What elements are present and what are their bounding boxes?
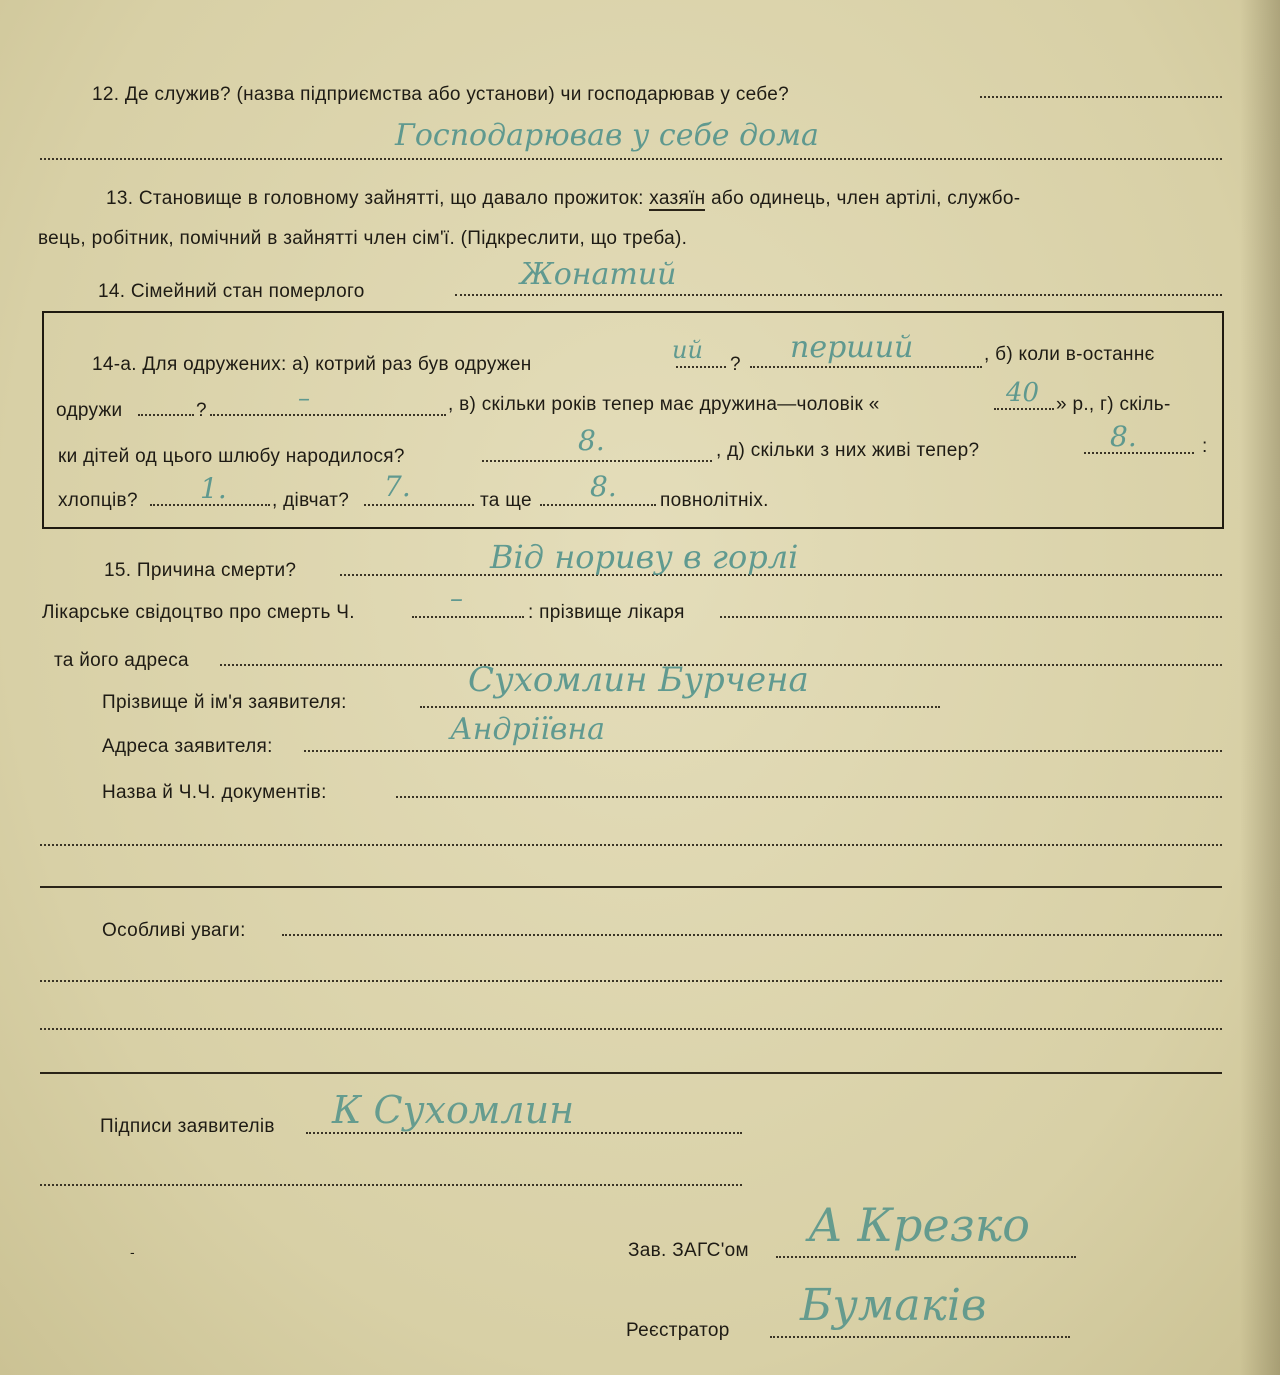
applicant-answer: Сухомлин Бурчена — [468, 660, 809, 700]
notes-line-3 — [40, 1028, 1222, 1030]
q14a-v-answer: 40 — [1006, 378, 1040, 408]
q14a-d-label: , д) скільки з них живі тепер? — [716, 440, 980, 461]
q14a-intro: 14-а. Для одружених: а) котрий раз був одружен — [92, 354, 532, 375]
cert-label: Лікарське свідоцтво про смерть Ч. — [42, 602, 355, 623]
q14a-adults-line — [540, 504, 656, 506]
documents-label: Назва й Ч.Ч. документів: — [102, 782, 327, 803]
signatures-line-2 — [40, 1184, 742, 1186]
q13-line2: вець, робітник, помічний в зайнятті член сім'ї. (Підкреслити, що треба). — [38, 228, 688, 249]
q13-option-owner: хазяїн — [649, 188, 706, 209]
stray-mark: - — [130, 1244, 135, 1260]
q14a-colon: : — [1202, 436, 1208, 457]
q14a-boys-label: хлопців? — [58, 490, 138, 511]
q14a-b-label: , б) коли в-останнє — [984, 344, 1155, 365]
q14a-v-end: » р., г) скіль- — [1056, 394, 1171, 415]
q14a-children: 8. — [578, 424, 605, 457]
q14a-line2-dots1 — [138, 414, 194, 416]
q12-answer: Господарював у себе дома — [395, 118, 819, 153]
q12-label: 12. Де служив? (назва підприємства або установи) чи господарював у себе? — [92, 84, 789, 105]
q12-answer-line — [40, 158, 1222, 160]
applicant-address-label: Адреса заявителя: — [102, 736, 273, 757]
registrar-signature: Бумаків — [800, 1280, 987, 1331]
applicant-address-answer: Андріївна — [450, 712, 605, 747]
doctor-address-label: та його адреса — [54, 650, 189, 671]
applicant-label: Прізвище й ім'я заявителя: — [102, 692, 347, 713]
q14a-line3: ки дітей од цього шлюбу народилося? — [58, 446, 405, 467]
documents-extra-line — [40, 844, 1222, 846]
q14a-alive: 8. — [1110, 420, 1137, 453]
q15-label: 15. Причина смерти? — [104, 560, 297, 581]
doctor-label: : прізвище лікаря — [528, 602, 685, 623]
q14a-boys: 1. — [200, 472, 227, 505]
q14-fill-line — [455, 294, 1222, 296]
q12-fill-line — [980, 96, 1222, 98]
q14a-question-mark: ? — [730, 354, 741, 375]
q14a-suffix-line — [676, 366, 726, 368]
paper-edge-shadow — [1240, 0, 1280, 1375]
q14a-adults-label: та ще — [480, 490, 532, 511]
q14-answer: Жонатий — [520, 257, 677, 292]
q13-line1-text: 13. Становище в головному зайнятті, що давало прожиток: — [106, 188, 644, 209]
signatures-line-1 — [306, 1132, 742, 1134]
cert-fill-line — [412, 616, 524, 618]
signatures-label: Підписи заявителів — [100, 1116, 275, 1137]
q14a-adults: 8. — [590, 470, 617, 503]
registrar-label: Реєстратор — [626, 1320, 730, 1341]
zags-label: Зав. ЗАГС'ом — [628, 1240, 749, 1261]
notes-line-1 — [282, 934, 1222, 936]
q14a-alive-line — [1084, 452, 1194, 454]
cert-answer: – — [450, 584, 463, 614]
q14a-line2-start: одружи — [56, 400, 123, 421]
q14a-girls-label: , дівчат? — [272, 490, 350, 511]
applicant-signature: К Сухомлин — [332, 1088, 575, 1132]
q14-label: 14. Сімейний стан померлого — [98, 281, 365, 302]
applicant-address-line — [304, 750, 1222, 752]
q14a-girls: 7. — [384, 470, 411, 503]
notes-line-2 — [40, 980, 1222, 982]
zags-signature-line — [776, 1256, 1076, 1258]
q13-line1 — [106, 188, 1020, 210]
q14a-girls-line — [364, 504, 474, 506]
doctor-fill-line — [720, 616, 1222, 618]
notes-label: Особливі уваги: — [102, 920, 246, 941]
applicant-fill-line — [420, 706, 940, 708]
q14a-line2-dots2 — [210, 414, 446, 416]
q14a-answer-a: перший — [790, 330, 914, 365]
q13-line1-rest: або одинець, член артілі, службо- — [711, 188, 1021, 209]
q14a-line2-answer: – — [298, 384, 310, 412]
documents-fill-line — [396, 796, 1222, 798]
q14a-suffix: ий — [672, 336, 703, 364]
q15-answer: Від нориву в горлі — [490, 538, 799, 576]
section-divider-2 — [40, 1072, 1222, 1074]
q14a-adults-end: повнолітніх. — [660, 490, 769, 511]
q14a-v-label: , в) скільки років тепер має дружина—чоловік « — [448, 394, 880, 415]
q14a-v-line — [994, 408, 1054, 410]
q14a-line2-q: ? — [196, 400, 207, 421]
q14a-answer-a-line — [750, 366, 982, 368]
zags-signature: А Крезко — [808, 1198, 1030, 1252]
registrar-signature-line — [770, 1336, 1070, 1338]
q14a-children-line — [482, 460, 712, 462]
section-divider-1 — [40, 886, 1222, 888]
